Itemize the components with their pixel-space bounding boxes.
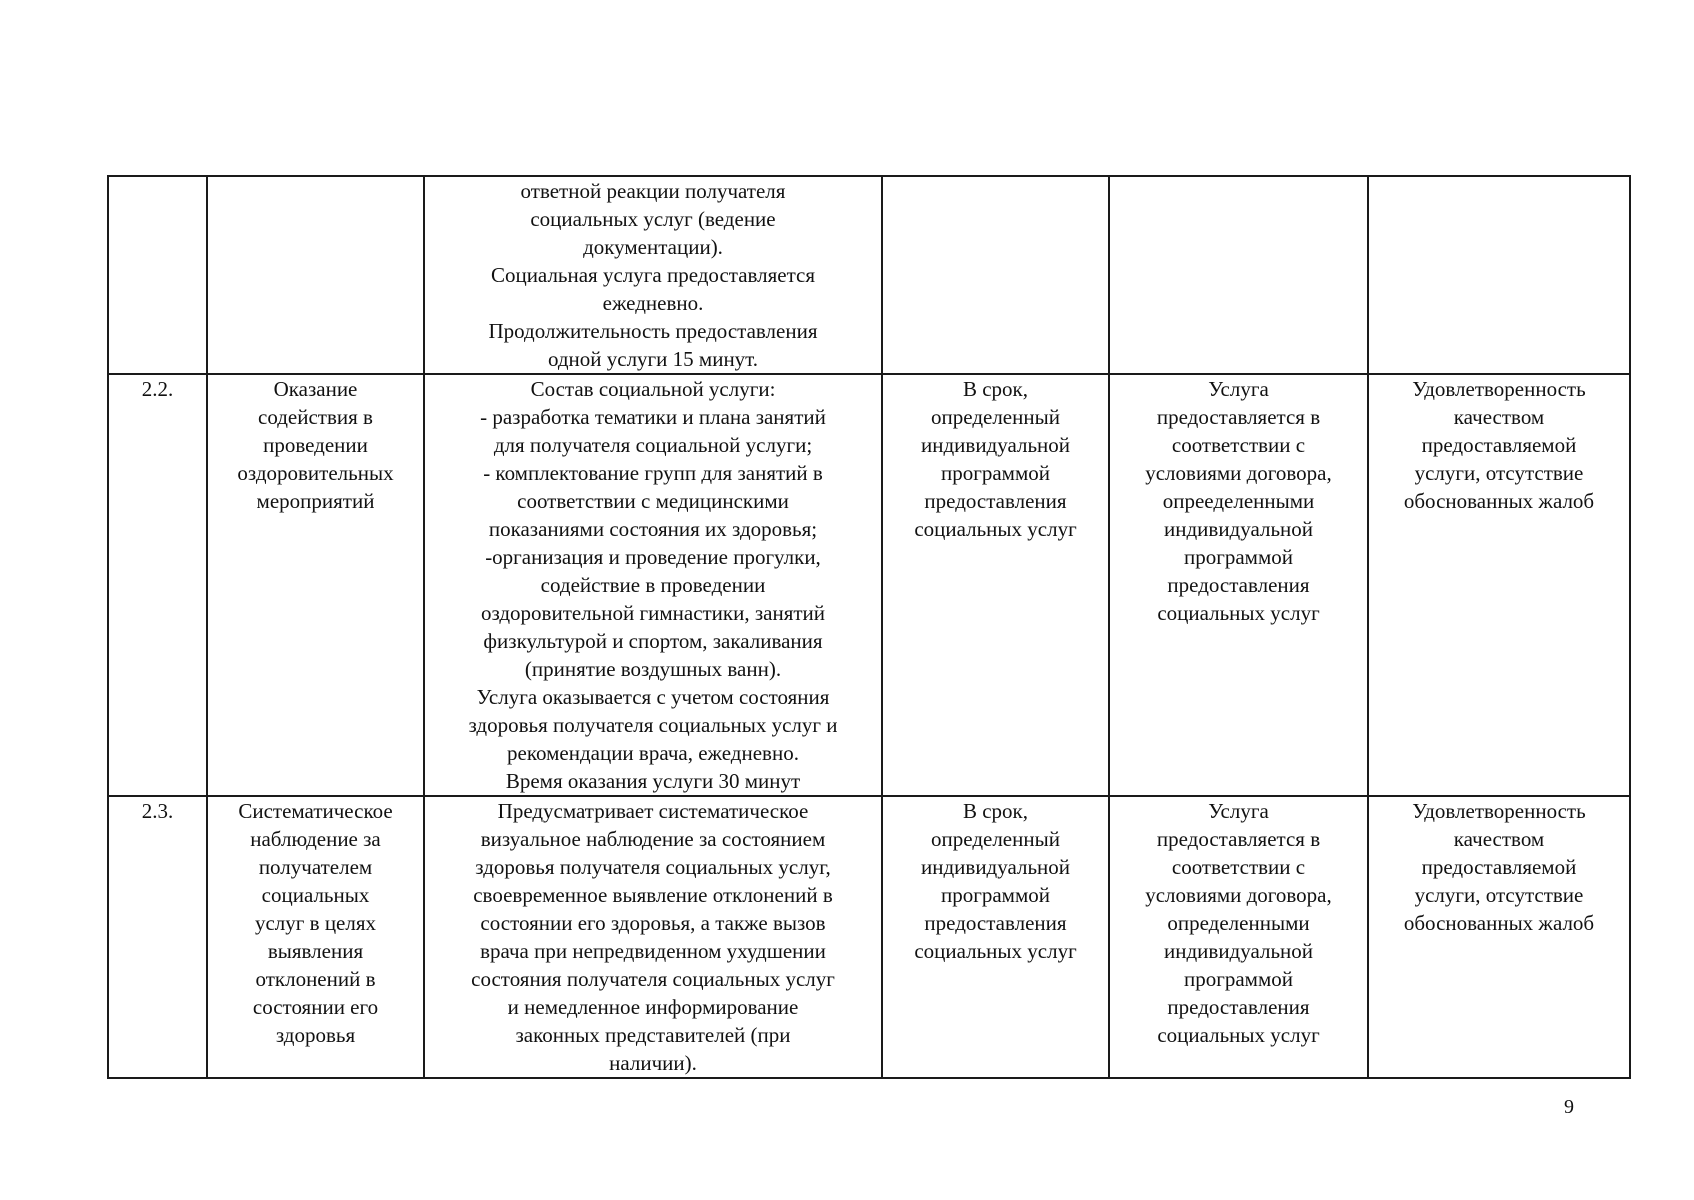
cell-text-line: здоровья bbox=[275, 1023, 356, 1047]
cell-text-line: соответствии с bbox=[1171, 855, 1306, 879]
cell-text-line: Удовлетворенность bbox=[1412, 377, 1586, 401]
cell-text-line: визуальное наблюдение за состоянием bbox=[480, 827, 826, 851]
cell-text-line: В срок, bbox=[962, 799, 1029, 823]
cell-text-line: ответной реакции получателя bbox=[520, 179, 786, 203]
cell-text-line: индивидуальной bbox=[921, 855, 1070, 879]
cell-text-line: качеством bbox=[1453, 405, 1545, 429]
service-quality-cell bbox=[1368, 176, 1630, 374]
cell-text-line: оздоровительных bbox=[237, 461, 394, 485]
cell-text-line: отклонений в bbox=[255, 967, 376, 991]
cell-text-line: состоянии его здоровья, а также вызов bbox=[480, 911, 826, 935]
cell-text-line: Оказание bbox=[273, 377, 358, 401]
service-term-cell bbox=[882, 796, 1109, 1078]
table-row-2-2 bbox=[108, 374, 1630, 796]
cell-text-line: физкультурой и спортом, закаливания bbox=[483, 629, 823, 653]
cell-text-line: здоровья получателя социальных услуг, bbox=[475, 855, 831, 879]
cell-text-line: Услуга оказывается с учетом состояния bbox=[476, 685, 830, 709]
service-conditions-cell bbox=[1109, 796, 1368, 1078]
cell-text-line: оздоровительной гимнастики, занятий bbox=[480, 601, 826, 625]
cell-text-line: индивидуальной bbox=[1164, 517, 1313, 541]
cell-text-line: - комплектование групп для занятий в bbox=[483, 461, 823, 485]
cell-text-line: соответствии с медицинскими bbox=[517, 489, 789, 513]
cell-text-line: состоянии его bbox=[252, 995, 379, 1019]
cell-text-line: выявления bbox=[267, 939, 364, 963]
cell-text-line: Услуга bbox=[1208, 377, 1269, 401]
cell-text-line: социальных bbox=[261, 883, 370, 907]
cell-text-line: законных представителей (при bbox=[515, 1023, 791, 1047]
page-number: 9 bbox=[1564, 1096, 1574, 1118]
cell-text-line: предоставляется в bbox=[1156, 405, 1321, 429]
cell-text-line: определенными bbox=[1167, 911, 1310, 935]
cell-text-line: услуги, отсутствие bbox=[1414, 883, 1584, 907]
service-description-cell bbox=[424, 796, 882, 1078]
cell-text-line: услуги, отсутствие bbox=[1414, 461, 1584, 485]
cell-text-line: наблюдение за bbox=[250, 827, 381, 851]
cell-text-line: определенный bbox=[931, 827, 1060, 851]
cell-text-line: врача при непредвиденном ухудшении bbox=[480, 939, 826, 963]
cell-text-line: программой bbox=[941, 461, 1050, 485]
cell-text-line: Предусматривает систематическое bbox=[497, 799, 809, 823]
cell-text-line: условиями договора, bbox=[1145, 461, 1332, 485]
cell-text-line: предоставления bbox=[1167, 995, 1310, 1019]
cell-text-line: - разработка тематики и плана занятий bbox=[480, 405, 826, 429]
cell-text-line: качеством bbox=[1453, 827, 1545, 851]
cell-text-line: предоставляемой bbox=[1421, 855, 1577, 879]
row-number: 2.2. bbox=[141, 377, 174, 401]
cell-text-line: показаниями состояния их здоровья; bbox=[488, 517, 818, 541]
cell-text-line: ежедневно. bbox=[602, 291, 704, 315]
cell-text-line: социальных услуг bbox=[914, 939, 1077, 963]
cell-text-line: предоставления bbox=[924, 489, 1067, 513]
cell-text-line: Удовлетворенность bbox=[1412, 799, 1586, 823]
cell-text-line: социальных услуг (ведение bbox=[530, 207, 776, 231]
cell-text-line: своевременное выявление отклонений в bbox=[473, 883, 833, 907]
row-number-cell bbox=[108, 176, 207, 374]
service-description-cell bbox=[424, 176, 882, 374]
cell-text-line: Продолжительность предоставления bbox=[488, 319, 818, 343]
cell-text-line: состояния получателя социальных услуг bbox=[471, 967, 835, 991]
cell-text-line: документации). bbox=[583, 235, 723, 259]
cell-text-line: наличии). bbox=[609, 1051, 697, 1075]
cell-text-line: опрееделенными bbox=[1162, 489, 1315, 513]
cell-text-line: здоровья получателя социальных услуг и bbox=[468, 713, 838, 737]
cell-text-line: В срок, bbox=[962, 377, 1029, 401]
cell-text-line: рекомендации врача, ежедневно. bbox=[507, 741, 799, 765]
table-row-continuation bbox=[108, 176, 1630, 374]
table-row-2-3 bbox=[108, 796, 1630, 1078]
cell-text-line: предоставляемой bbox=[1421, 433, 1577, 457]
row-number: 2.3. bbox=[141, 799, 174, 823]
cell-text-line: Систематическое bbox=[238, 799, 393, 823]
cell-text-line: программой bbox=[941, 883, 1050, 907]
cell-text-line: Состав социальной услуги: bbox=[530, 377, 776, 401]
service-name-cell bbox=[207, 374, 424, 796]
cell-text-line: обоснованных жалоб bbox=[1403, 489, 1595, 513]
cell-text-line: Время оказания услуги 30 минут bbox=[505, 769, 801, 793]
cell-text-line: для получателя социальной услуги; bbox=[493, 433, 813, 457]
service-quality-cell bbox=[1368, 796, 1630, 1078]
cell-text-line: индивидуальной bbox=[1164, 939, 1313, 963]
cell-text-line: получателем bbox=[258, 855, 373, 879]
cell-text-line: содействие в проведении bbox=[540, 573, 766, 597]
cell-text-line: предоставления bbox=[924, 911, 1067, 935]
row-number-cell bbox=[108, 374, 207, 796]
cell-text-line: программой bbox=[1184, 967, 1293, 991]
services-table bbox=[107, 175, 1631, 1079]
cell-text-line: социальных услуг bbox=[1157, 1023, 1320, 1047]
service-conditions-cell bbox=[1109, 374, 1368, 796]
cell-text-line: социальных услуг bbox=[1157, 601, 1320, 625]
cell-text-line: одной услуги 15 минут. bbox=[547, 347, 759, 371]
cell-text-line: условиями договора, bbox=[1145, 883, 1332, 907]
service-description-cell bbox=[424, 374, 882, 796]
cell-text-line: и немедленное информирование bbox=[507, 995, 799, 1019]
cell-text-line: содействия в bbox=[258, 405, 373, 429]
cell-text-line: предоставления bbox=[1167, 573, 1310, 597]
service-name-cell bbox=[207, 796, 424, 1078]
services-table-body bbox=[108, 176, 1630, 1078]
cell-text-line: программой bbox=[1184, 545, 1293, 569]
service-term-cell bbox=[882, 374, 1109, 796]
cell-text-line: -организация и проведение прогулки, bbox=[485, 545, 821, 569]
service-term-cell bbox=[882, 176, 1109, 374]
cell-text-line: обоснованных жалоб bbox=[1403, 911, 1595, 935]
row-number-cell bbox=[108, 796, 207, 1078]
cell-text-line: соответствии с bbox=[1171, 433, 1306, 457]
cell-text-line: (принятие воздушных ванн). bbox=[524, 657, 782, 681]
service-name-cell bbox=[207, 176, 424, 374]
cell-text-line: мероприятий bbox=[256, 489, 375, 513]
cell-text-line: предоставляется в bbox=[1156, 827, 1321, 851]
cell-text-line: Услуга bbox=[1208, 799, 1269, 823]
cell-text-line: социальных услуг bbox=[914, 517, 1077, 541]
service-quality-cell bbox=[1368, 374, 1630, 796]
cell-text-line: определенный bbox=[931, 405, 1060, 429]
cell-text-line: проведении bbox=[263, 433, 368, 457]
cell-text-line: индивидуальной bbox=[921, 433, 1070, 457]
cell-text-line: Социальная услуга предоставляется bbox=[490, 263, 816, 287]
service-conditions-cell bbox=[1109, 176, 1368, 374]
cell-text-line: услуг в целях bbox=[254, 911, 377, 935]
